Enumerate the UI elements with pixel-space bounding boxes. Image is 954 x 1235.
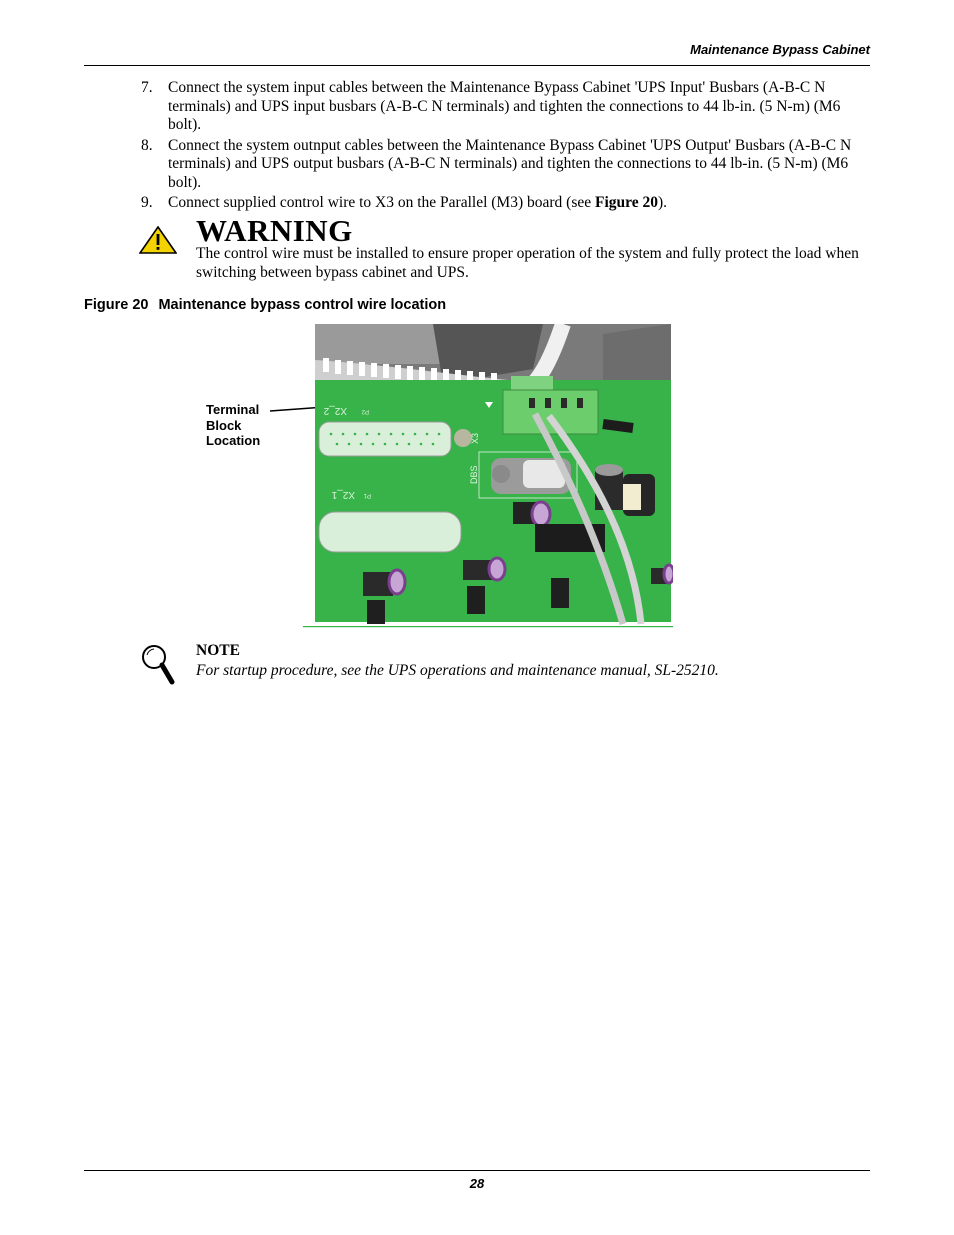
- step-7: [141, 79, 871, 135]
- step-text: [168, 194, 871, 213]
- figure-title: Maintenance bypass control wire location: [158, 297, 447, 313]
- warning-triangle-icon: [139, 226, 177, 254]
- note-body: For startup procedure, see the UPS operations and maintenance manual, SL-25210.: [196, 662, 719, 679]
- callout-line: Terminal: [206, 402, 260, 417]
- footer-rule: [84, 1170, 870, 1171]
- label-x2-2: X2_2: [323, 405, 347, 416]
- label-x2-1: X2_1: [331, 489, 355, 500]
- label-p2: P2: [361, 408, 369, 414]
- figure-caption: [84, 297, 446, 313]
- figure-reference: Figure 20: [595, 194, 658, 211]
- step-number: 9.: [141, 194, 153, 211]
- figure-label: Figure 20: [84, 297, 149, 313]
- warning-title: WARNING: [196, 213, 353, 248]
- page-number: 28: [469, 1176, 485, 1191]
- terminal-block-callout: [206, 402, 260, 449]
- header-rule: [84, 65, 870, 66]
- magnifier-note-icon: [139, 643, 175, 685]
- step-text: Connect the system outnput cables between the Maintenance Bypass Cabinet 'UPS Output' Busbars (A-B-C N terminals) and UPS output busbars (A-B-C N terminals) and tighten the connections to 44 lb-in. (5 N-m) (M6 bolt).: [168, 136, 852, 191]
- step-9: [141, 194, 871, 213]
- step-8: [141, 137, 871, 193]
- note-title: NOTE: [196, 642, 240, 659]
- parallel-board-photo: [303, 324, 673, 630]
- callout-line: Location: [206, 433, 261, 448]
- step-number: 8.: [141, 136, 153, 154]
- step-text: Connect the system input cables between the Maintenance Bypass Cabinet 'UPS Input' Busbars (A-B-C N terminals) and UPS input busbars (A-B-C N terminals) and tighten the connections to 44 lb-in. (5 N-m) (M6 bolt).: [168, 79, 841, 133]
- step-number: 7.: [141, 79, 153, 96]
- label-x3: X3: [470, 432, 480, 444]
- running-header: Maintenance Bypass Cabinet: [690, 42, 870, 57]
- warning-body: The control wire must be installed to ensure proper operation of the system and fully protect the load when switching between bypass cabinet and UPS.: [196, 245, 859, 281]
- label-dbs: DBS: [469, 465, 479, 484]
- step-text-after: ).: [658, 194, 668, 211]
- label-p1: P1: [363, 492, 371, 498]
- step-text-before: Connect supplied control wire to X3 on the Parallel (M3) board (see: [168, 194, 595, 211]
- callout-line: Block: [206, 417, 242, 433]
- procedure-steps: [141, 79, 871, 215]
